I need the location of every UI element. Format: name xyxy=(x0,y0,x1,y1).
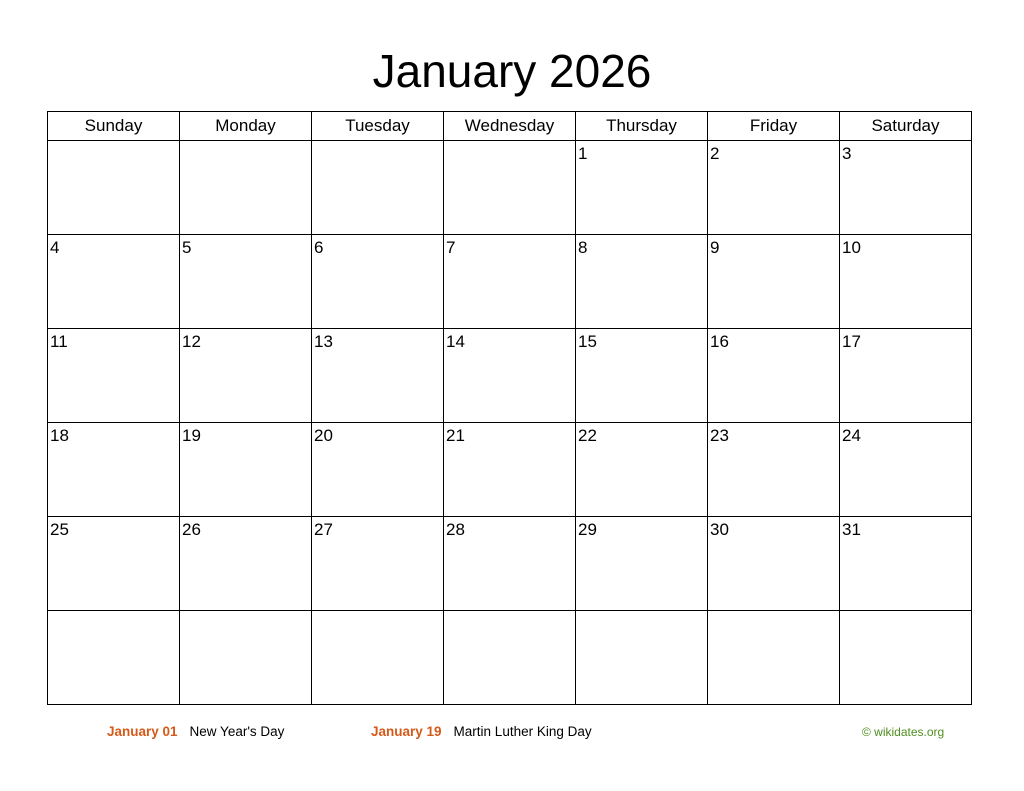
weekday-sunday: Sunday xyxy=(48,112,180,141)
day-cell xyxy=(708,329,840,423)
day-number xyxy=(312,611,443,614)
day-number: 27 xyxy=(314,520,333,539)
day-cell xyxy=(708,423,840,517)
day-cell xyxy=(444,611,576,705)
day-cell xyxy=(708,611,840,705)
day-number: 30 xyxy=(710,520,729,539)
week-row xyxy=(48,423,972,517)
day-number: 1 xyxy=(578,144,588,163)
day-number: 23 xyxy=(710,426,729,445)
day-number: 20 xyxy=(314,426,333,445)
day-cell xyxy=(576,423,708,517)
weekday-saturday: Saturday xyxy=(840,112,972,141)
day-number: 2 xyxy=(710,144,720,163)
day-number: 4 xyxy=(50,238,60,257)
day-number xyxy=(840,611,971,614)
weekday-tuesday: Tuesday xyxy=(312,112,444,141)
day-cell xyxy=(312,517,444,611)
day-cell xyxy=(708,141,840,235)
day-cell xyxy=(444,329,576,423)
day-number xyxy=(312,141,443,144)
day-cell xyxy=(576,329,708,423)
day-cell xyxy=(576,517,708,611)
day-number: 21 xyxy=(446,426,465,445)
day-number: 29 xyxy=(578,520,597,539)
holiday-name: Martin Luther King Day xyxy=(453,724,592,739)
day-cell xyxy=(48,423,180,517)
day-cell xyxy=(444,423,576,517)
day-number: 14 xyxy=(446,332,465,351)
site-credit: © wikidates.org xyxy=(862,725,945,739)
holiday-date: January 19 xyxy=(371,724,442,739)
week-row xyxy=(48,141,972,235)
day-cell xyxy=(312,329,444,423)
day-cell xyxy=(312,235,444,329)
day-number: 5 xyxy=(182,238,192,257)
day-cell xyxy=(840,329,972,423)
day-cell xyxy=(840,235,972,329)
day-number: 3 xyxy=(842,144,852,163)
day-number: 24 xyxy=(842,426,861,445)
day-cell xyxy=(444,235,576,329)
day-cell xyxy=(48,235,180,329)
week-row xyxy=(48,611,972,705)
day-number: 15 xyxy=(578,332,597,351)
day-cell xyxy=(48,329,180,423)
day-number xyxy=(708,611,839,614)
day-cell xyxy=(48,517,180,611)
day-cell xyxy=(180,611,312,705)
day-cell xyxy=(180,235,312,329)
day-number: 6 xyxy=(314,238,324,257)
day-number xyxy=(576,611,707,614)
day-cell xyxy=(312,423,444,517)
week-row xyxy=(48,329,972,423)
holiday-note xyxy=(371,723,592,741)
day-number: 25 xyxy=(50,520,69,539)
weekday-monday: Monday xyxy=(180,112,312,141)
day-cell xyxy=(840,423,972,517)
day-cell xyxy=(840,611,972,705)
day-cell xyxy=(840,517,972,611)
day-cell xyxy=(180,329,312,423)
day-cell xyxy=(180,141,312,235)
day-cell xyxy=(312,141,444,235)
day-cell xyxy=(444,141,576,235)
day-number: 22 xyxy=(578,426,597,445)
day-cell xyxy=(708,517,840,611)
day-cell xyxy=(576,235,708,329)
day-number xyxy=(48,141,179,144)
day-number: 17 xyxy=(842,332,861,351)
day-number xyxy=(48,611,179,614)
day-number: 12 xyxy=(182,332,201,351)
holiday-name: New Year's Day xyxy=(189,724,285,739)
calendar-grid xyxy=(47,111,972,705)
day-cell xyxy=(48,611,180,705)
day-cell xyxy=(576,611,708,705)
day-number: 16 xyxy=(710,332,729,351)
day-number xyxy=(180,141,311,144)
day-cell xyxy=(576,141,708,235)
day-number: 19 xyxy=(182,426,201,445)
day-cell xyxy=(180,423,312,517)
day-number xyxy=(444,611,575,614)
day-number xyxy=(180,611,311,614)
day-number: 8 xyxy=(578,238,588,257)
day-cell xyxy=(840,141,972,235)
weekday-thursday: Thursday xyxy=(576,112,708,141)
day-cell xyxy=(48,141,180,235)
day-number: 11 xyxy=(50,332,68,351)
day-cell xyxy=(180,517,312,611)
day-number: 28 xyxy=(446,520,465,539)
day-number: 26 xyxy=(182,520,201,539)
day-number: 18 xyxy=(50,426,69,445)
weekday-header-row xyxy=(48,112,972,141)
day-cell xyxy=(708,235,840,329)
holiday-date: January 01 xyxy=(107,724,178,739)
day-cell xyxy=(444,517,576,611)
week-row xyxy=(48,235,972,329)
weekday-friday: Friday xyxy=(708,112,840,141)
day-number: 10 xyxy=(842,238,861,257)
day-cell xyxy=(312,611,444,705)
holiday-note xyxy=(107,723,284,741)
day-number xyxy=(444,141,575,144)
day-number: 31 xyxy=(842,520,861,539)
day-number: 13 xyxy=(314,332,333,351)
weekday-wednesday: Wednesday xyxy=(444,112,576,141)
day-number: 7 xyxy=(446,238,456,257)
calendar-title: January 2026 xyxy=(372,45,652,97)
week-row xyxy=(48,517,972,611)
day-number: 9 xyxy=(710,238,720,257)
